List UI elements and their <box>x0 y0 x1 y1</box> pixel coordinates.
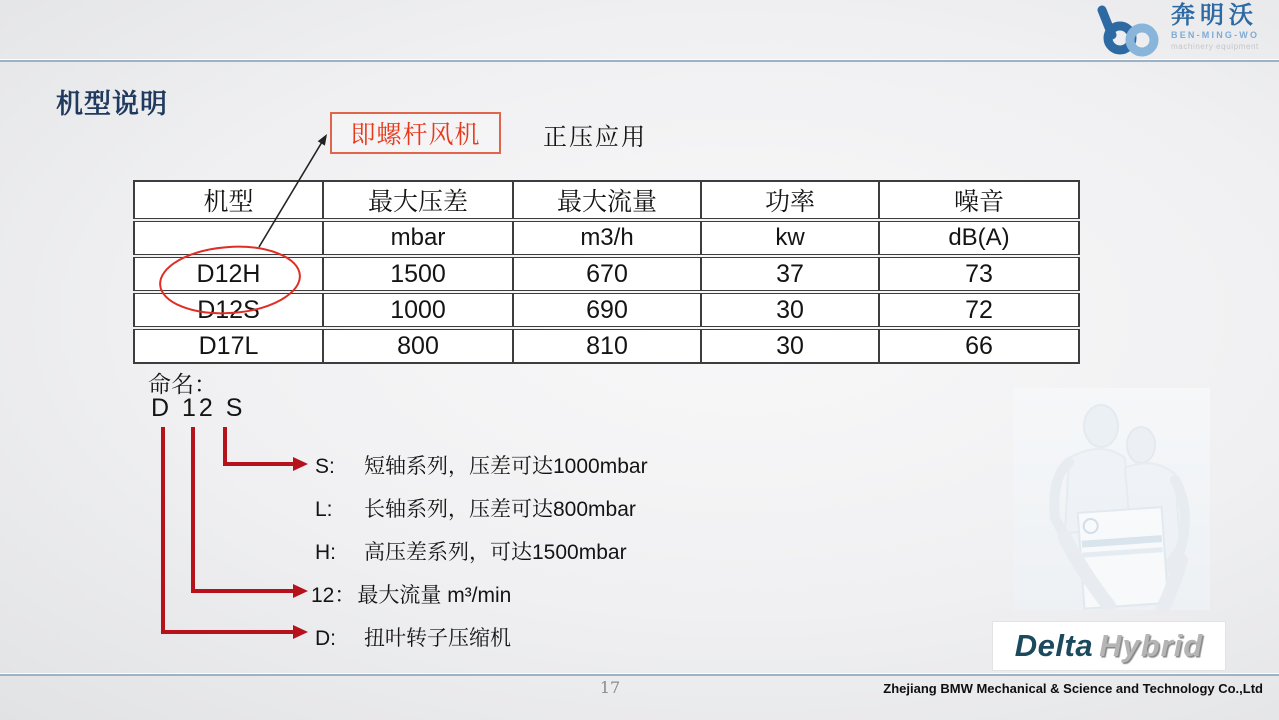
page-title: 机型说明 <box>56 89 168 119</box>
spec-table <box>133 180 1080 364</box>
hybrid-logo-text: Hybrid <box>1099 628 1204 663</box>
cell-value: 810 <box>513 328 701 363</box>
col-header-max-pressure: 最大压差 <box>323 181 513 220</box>
unit-cell: mbar <box>323 220 513 256</box>
unit-cell: kw <box>701 220 879 256</box>
naming-item-l <box>315 493 636 523</box>
col-header-max-flow: 最大流量 <box>513 181 701 220</box>
naming-item-key: H: <box>315 541 336 564</box>
cell-value: 800 <box>323 328 513 363</box>
arrowhead-12-icon <box>293 584 308 598</box>
callout-text: 即螺杆风机 <box>350 121 481 149</box>
naming-code: D 12 S <box>151 394 246 422</box>
cell-value: 1500 <box>323 256 513 292</box>
table-row <box>134 256 1079 292</box>
callout-pointer-arrowhead-icon <box>318 134 327 146</box>
logo-name: 奔明沃 <box>1171 2 1258 29</box>
unit-cell: dB(A) <box>879 220 1079 256</box>
naming-item-12 <box>311 579 511 609</box>
naming-item-key: D: <box>315 627 336 650</box>
robots-watermark-icon <box>1013 388 1210 610</box>
cell-value: 30 <box>701 328 879 363</box>
table-header-row <box>134 181 1079 220</box>
table-row <box>134 292 1079 328</box>
header-divider <box>0 59 1279 62</box>
cell-value: 37 <box>701 256 879 292</box>
connector-line-s <box>225 427 293 464</box>
naming-item-d <box>315 622 511 652</box>
connector-line-d <box>163 427 293 632</box>
table-row <box>134 328 1079 363</box>
table-units-row <box>134 220 1079 256</box>
cell-model: D17L <box>134 328 323 363</box>
naming-item-text: 扭叶转子压缩机 <box>364 627 511 650</box>
logo-tagline: machinery equipment <box>1171 42 1259 51</box>
unit-cell <box>134 220 323 256</box>
naming-item-text: 最大流量 m³/min <box>357 584 512 607</box>
robot-image <box>1013 388 1210 610</box>
company-logo <box>1093 3 1271 57</box>
cell-value: 1000 <box>323 292 513 328</box>
page-number: 17 <box>599 678 621 697</box>
naming-item-text: 高压差系列，可达1500mbar <box>364 541 627 564</box>
cell-value: 66 <box>879 328 1079 363</box>
col-header-model: 机型 <box>134 181 323 220</box>
col-header-power: 功率 <box>701 181 879 220</box>
delta-hybrid-logo <box>993 622 1225 670</box>
cell-value: 690 <box>513 292 701 328</box>
annotation-positive-pressure: 正压应用 <box>543 124 647 151</box>
naming-item-text: 短轴系列，压差可达1000mbar <box>364 455 648 478</box>
naming-item-text: 长轴系列，压差可达800mbar <box>364 498 636 521</box>
logo-latin: BEN-MING-WO <box>1171 30 1260 40</box>
logo-text <box>1171 3 1271 51</box>
naming-item-s <box>315 450 648 480</box>
cell-model: D12S <box>134 292 323 328</box>
footer-divider <box>0 673 1279 676</box>
arrowhead-s-icon <box>293 457 308 471</box>
cell-model: D12H <box>134 256 323 292</box>
cell-value: 72 <box>879 292 1079 328</box>
naming-item-key: L: <box>315 498 333 521</box>
logo-bo-icon <box>1093 5 1165 57</box>
naming-item-h <box>315 536 627 566</box>
callout-box <box>330 112 501 154</box>
naming-item-key: 12： <box>311 584 356 607</box>
cell-value: 73 <box>879 256 1079 292</box>
cell-value: 30 <box>701 292 879 328</box>
connector-line-12 <box>193 427 293 591</box>
arrowhead-d-icon <box>293 625 308 639</box>
cell-value: 670 <box>513 256 701 292</box>
unit-cell: m3/h <box>513 220 701 256</box>
delta-logo-text: Delta <box>1014 628 1094 663</box>
naming-item-key: S: <box>315 455 335 478</box>
naming-label: 命名： <box>148 371 217 397</box>
footer-company-name: Zhejiang BMW Mechanical & Science and Technology Co.,Ltd <box>883 681 1263 696</box>
col-header-noise: 噪音 <box>879 181 1079 220</box>
